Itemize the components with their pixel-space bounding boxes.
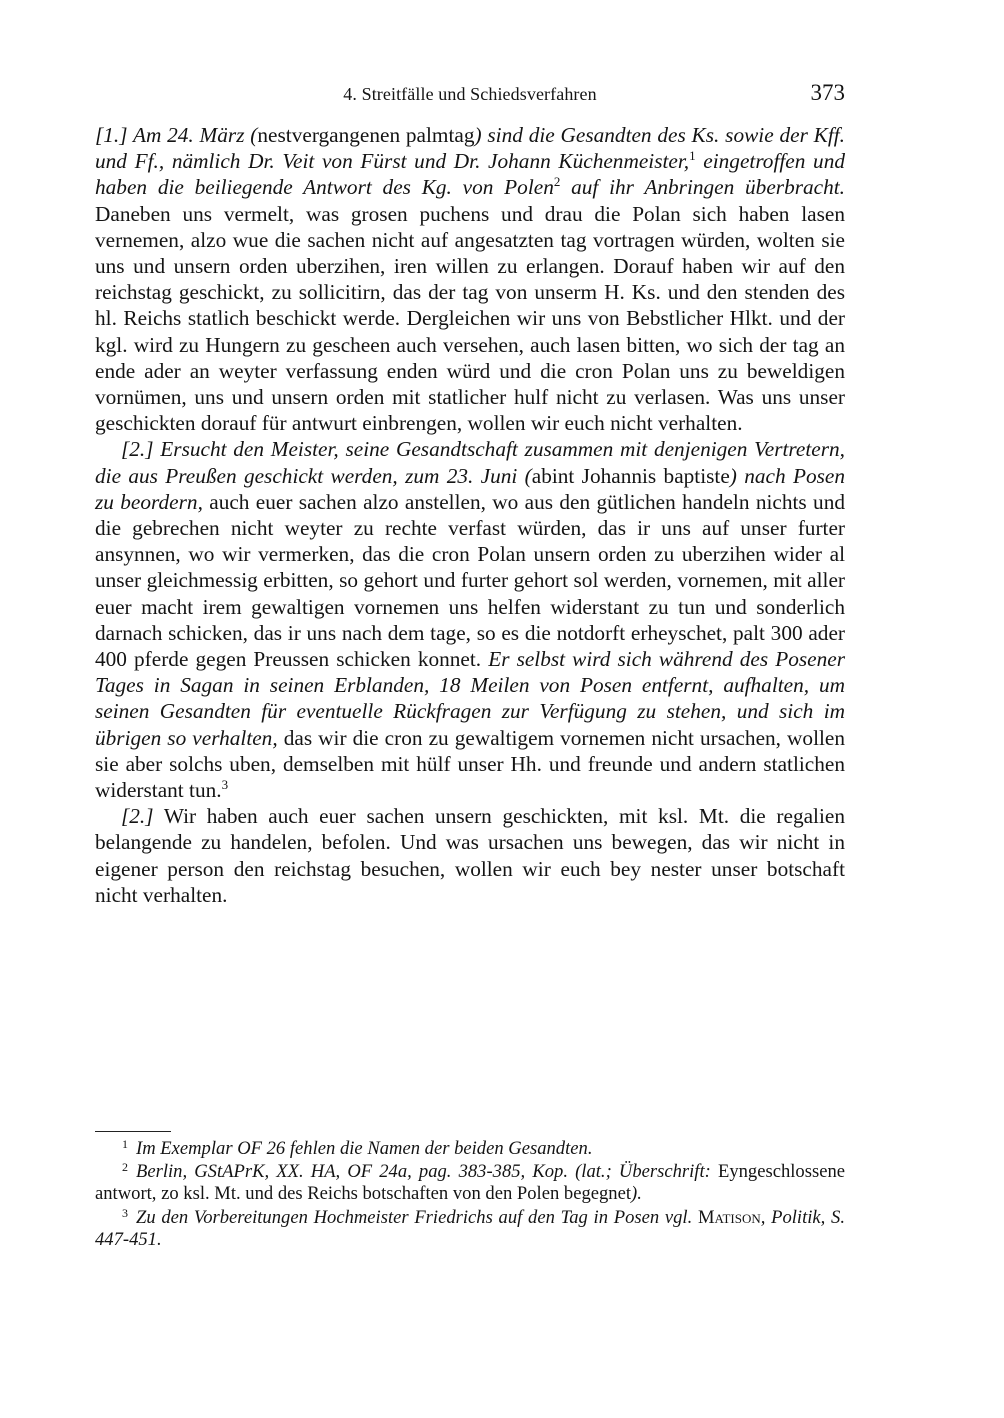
- body-text: [95, 122, 845, 908]
- footnote-number: 3: [122, 1205, 128, 1220]
- footnote-text: Zu den Vorbereitungen Hochmeister Friedrichs auf den Tag in Posen vgl.: [136, 1206, 698, 1228]
- footnote-number: 1: [122, 1137, 128, 1151]
- footnote-text: , Politik, S. 447-451.: [95, 1206, 845, 1250]
- quoted-source-text: Wir haben auch euer sachen unsern geschickten, mit ksl. Mt. die regalien belangende zu handelen, befolen. Und was ursachen uns bewegen, das wir nicht in eigener person den reichstag besuchen, wollen wir euch bey nester unser botschaft nicht verhalten.: [95, 804, 845, 907]
- body-paragraph: [95, 803, 845, 908]
- quoted-source-text: das wir die cron zu gewaltigem vornemen nicht ursachen, wollen sie aber solchs uben, demselben mit hülf unser Hh. und freunde und andern statlichen widerstant tun.: [95, 725, 846, 803]
- footnote-text: Eyngeschlossene antwort, zo ksl. Mt. und des Reichs botschaften von den Polen begegnet: [95, 1161, 845, 1205]
- italic-summary-text: Er selbst wird sich während des Posener Tages in Sagan in seinen Erblanden, 18 Meilen von Posen entfernt, aufhalten, um seinen Gesandten für eventuelle Rückfragen zur Verfügung zu stehen, und sich im übrigen so verhalten,: [95, 647, 845, 750]
- footnote-reference: 1: [689, 148, 696, 164]
- body-paragraph: [95, 436, 845, 803]
- running-title: 4. Streitfälle und Schiedsverfahren: [343, 84, 597, 104]
- italic-summary-text: [1.] Am 24. März (: [95, 123, 258, 147]
- footnotes: [95, 1138, 845, 1252]
- footnote: [95, 1207, 845, 1251]
- footnote-reference: 2: [553, 174, 561, 190]
- italic-summary-text: eingetroffen und haben die beiliegende Antwort des Kg. von Polen: [95, 149, 845, 200]
- quoted-source-text: nestvergangenen palmtag: [257, 123, 475, 147]
- footnote-text: ).: [631, 1183, 642, 1205]
- footnote-text: Berlin, GStAPrK, XX. HA, OF 24a, pag. 383-385, Kop. (lat.; Überschrift:: [136, 1161, 711, 1183]
- footnote: [95, 1138, 845, 1160]
- quoted-source-text: Daneben uns vermelt, was grosen puchens und drau die Polan sich haben lasen vernemen, alzo wue die sachen nicht auf angesatzten tag vortragen würden, wolten sie uns und unsern orden uberzihen, iren willen zu erlangen. Dorauf haben wir auf den reichstag geschickt, zu sollicitirn, das der tag von unserm H. Ks. und den stenden des hl. Reichs statlich beschickt werde. Dergleichen wir uns von Bebstlicher Hlkt. und der kgl. wird zu Hungern zu gescheen auch versehen, auch lasen bitten, wo sich der tag an ende ader an weyter verfassung enden würd und die cron Polan uns zu beweldigen vornümen, uns und unsern orden mit statlicher hulf nicht zu verlasen. Was uns unser geschickten dorauf für antwurt einbrengen, wollen wir euch nicht verhalten.: [95, 201, 845, 436]
- italic-summary-text: ) sind die Gesandten des Ks. sowie der Kff. und Ff., nämlich Dr. Veit von Fürst und Dr. Johann Küchenmeister,: [95, 123, 846, 174]
- footnote-reference: 3: [221, 777, 229, 793]
- body-paragraph: [95, 122, 845, 436]
- quoted-source-text: auch euer sachen alzo anstellen, wo aus den gütlichen handeln nichts und die gebrechen nicht weyter zu rechte verfast würden, das ir uns auf unser furter ansynnen, wo wir vermerken, das die cron Polan unsern orden zu uberzihen wider al unser gleichmessig erbitten, so gehort und furter gehort sol werden, vornemen, mit aller euer macht irem gewaltigen vornemen uns helfen widerstant zu tun und sonderlich darnach schicken, das ir uns nach dem tage, so es die notdorft erheyschet, palt 300 ader 400 pferde gegen Preussen schicken konnet.: [95, 489, 845, 672]
- italic-summary-text: auf ihr Anbringen überbracht.: [560, 175, 845, 200]
- footnote-text: Matison: [697, 1206, 761, 1228]
- italic-summary-text: ) nach Posen zu beordern,: [95, 463, 845, 514]
- running-head: [95, 80, 845, 110]
- footnote-text: Im Exemplar OF 26 fehlen die Namen der beiden Gesandten.: [136, 1138, 593, 1159]
- page-number: 373: [810, 80, 845, 105]
- quoted-source-text: abint Johannis baptiste: [531, 463, 730, 488]
- footnote: [95, 1161, 845, 1205]
- italic-summary-text: [2.] Ersucht den Meister, seine Gesandtschaft zusammen mit denjenigen Vertretern, die aus Preußen geschickt werden, zum 23. Juni (: [95, 437, 845, 488]
- italic-summary-text: [2.]: [121, 804, 154, 829]
- footnote-number: 2: [122, 1160, 128, 1175]
- footnote-divider: [95, 1131, 171, 1132]
